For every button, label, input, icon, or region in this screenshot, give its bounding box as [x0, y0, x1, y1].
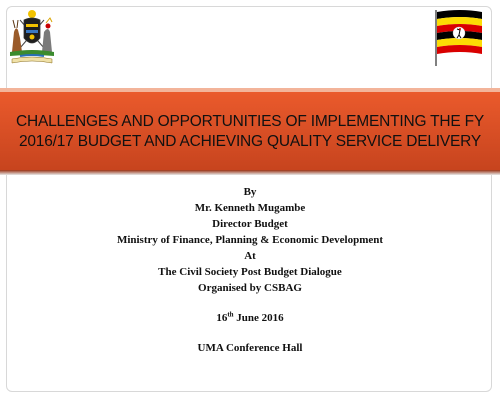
title-line-1: CHALLENGES AND OPPORTUNITIES OF IMPLEMENTING THE FY	[15, 113, 485, 130]
event-name: The Civil Society Post Budget Dialogue	[158, 266, 342, 278]
by-label: By	[243, 186, 257, 198]
presenter-info	[0, 184, 500, 356]
slide-title	[0, 112, 500, 152]
organiser: Organised by CSBAG	[198, 282, 302, 294]
at-label: At	[244, 250, 256, 262]
uganda-coat-of-arms-icon	[6, 8, 58, 64]
title-line-2: 2016/17 BUDGET AND ACHIEVING QUALITY SERVICE DELIVERY	[18, 133, 482, 150]
presenter-role: Director Budget	[212, 218, 288, 230]
banner-shadow	[0, 170, 500, 175]
ministry-name: Ministry of Finance, Planning & Economic Development	[116, 234, 384, 246]
date-rest: June 2016	[233, 312, 284, 324]
uganda-flag-icon	[432, 8, 484, 66]
date-day: 16	[216, 312, 228, 324]
venue: UMA Conference Hall	[197, 342, 303, 354]
presenter-name: Mr. Kenneth Mugambe	[194, 202, 306, 214]
presentation-date	[0, 310, 500, 326]
date-suffix: th	[227, 310, 234, 319]
